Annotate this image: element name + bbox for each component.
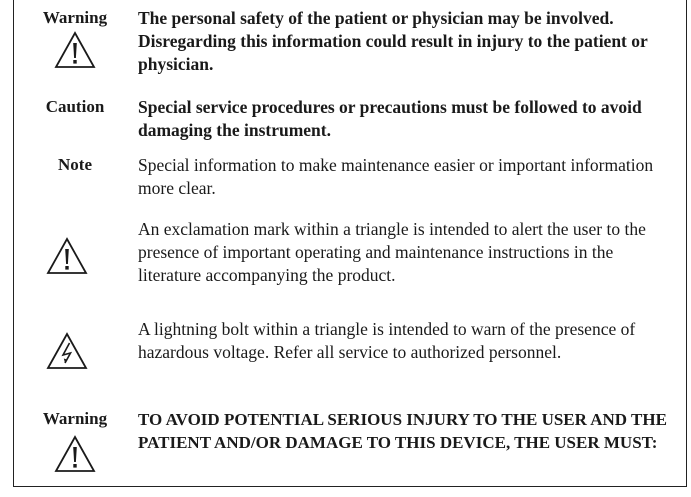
warning-text: The personal safety of the patient or physician may be involved. Disregarding this information could result in injury to the patient or physician.	[138, 8, 648, 74]
symbol-legend-box	[13, 0, 687, 487]
lightning-description-text: A lightning bolt within a triangle is intended to warn of the presence of hazardous voltage. Refer all service to authorized personnel.	[138, 319, 636, 362]
note-text: Special information to make maintenance easier or important information more clear.	[138, 155, 654, 198]
exclamation-triangle-icon	[54, 435, 96, 473]
caution-text: Special service procedures or precautions must be followed to avoid damaging the instrument.	[138, 97, 642, 140]
caution-label: Caution	[45, 97, 105, 116]
exclamation-triangle-icon	[54, 31, 96, 69]
warning-label: Warning	[42, 409, 108, 428]
warning-instruction-text: TO AVOID POTENTIAL SERIOUS INJURY TO THE USER AND THE PATIENT AND/OR DAMAGE TO THIS DEVICE, THE USER MUST:	[138, 410, 667, 452]
lightning-triangle-icon	[46, 332, 88, 370]
exclamation-triangle-icon	[46, 237, 88, 275]
note-label: Note	[58, 155, 92, 174]
warning-label: Warning	[42, 8, 108, 27]
exclamation-description-text: An exclamation mark within a triangle is intended to alert the user to the presence of important operating and maintenance instructions in the literature accompanying the product.	[138, 219, 646, 285]
